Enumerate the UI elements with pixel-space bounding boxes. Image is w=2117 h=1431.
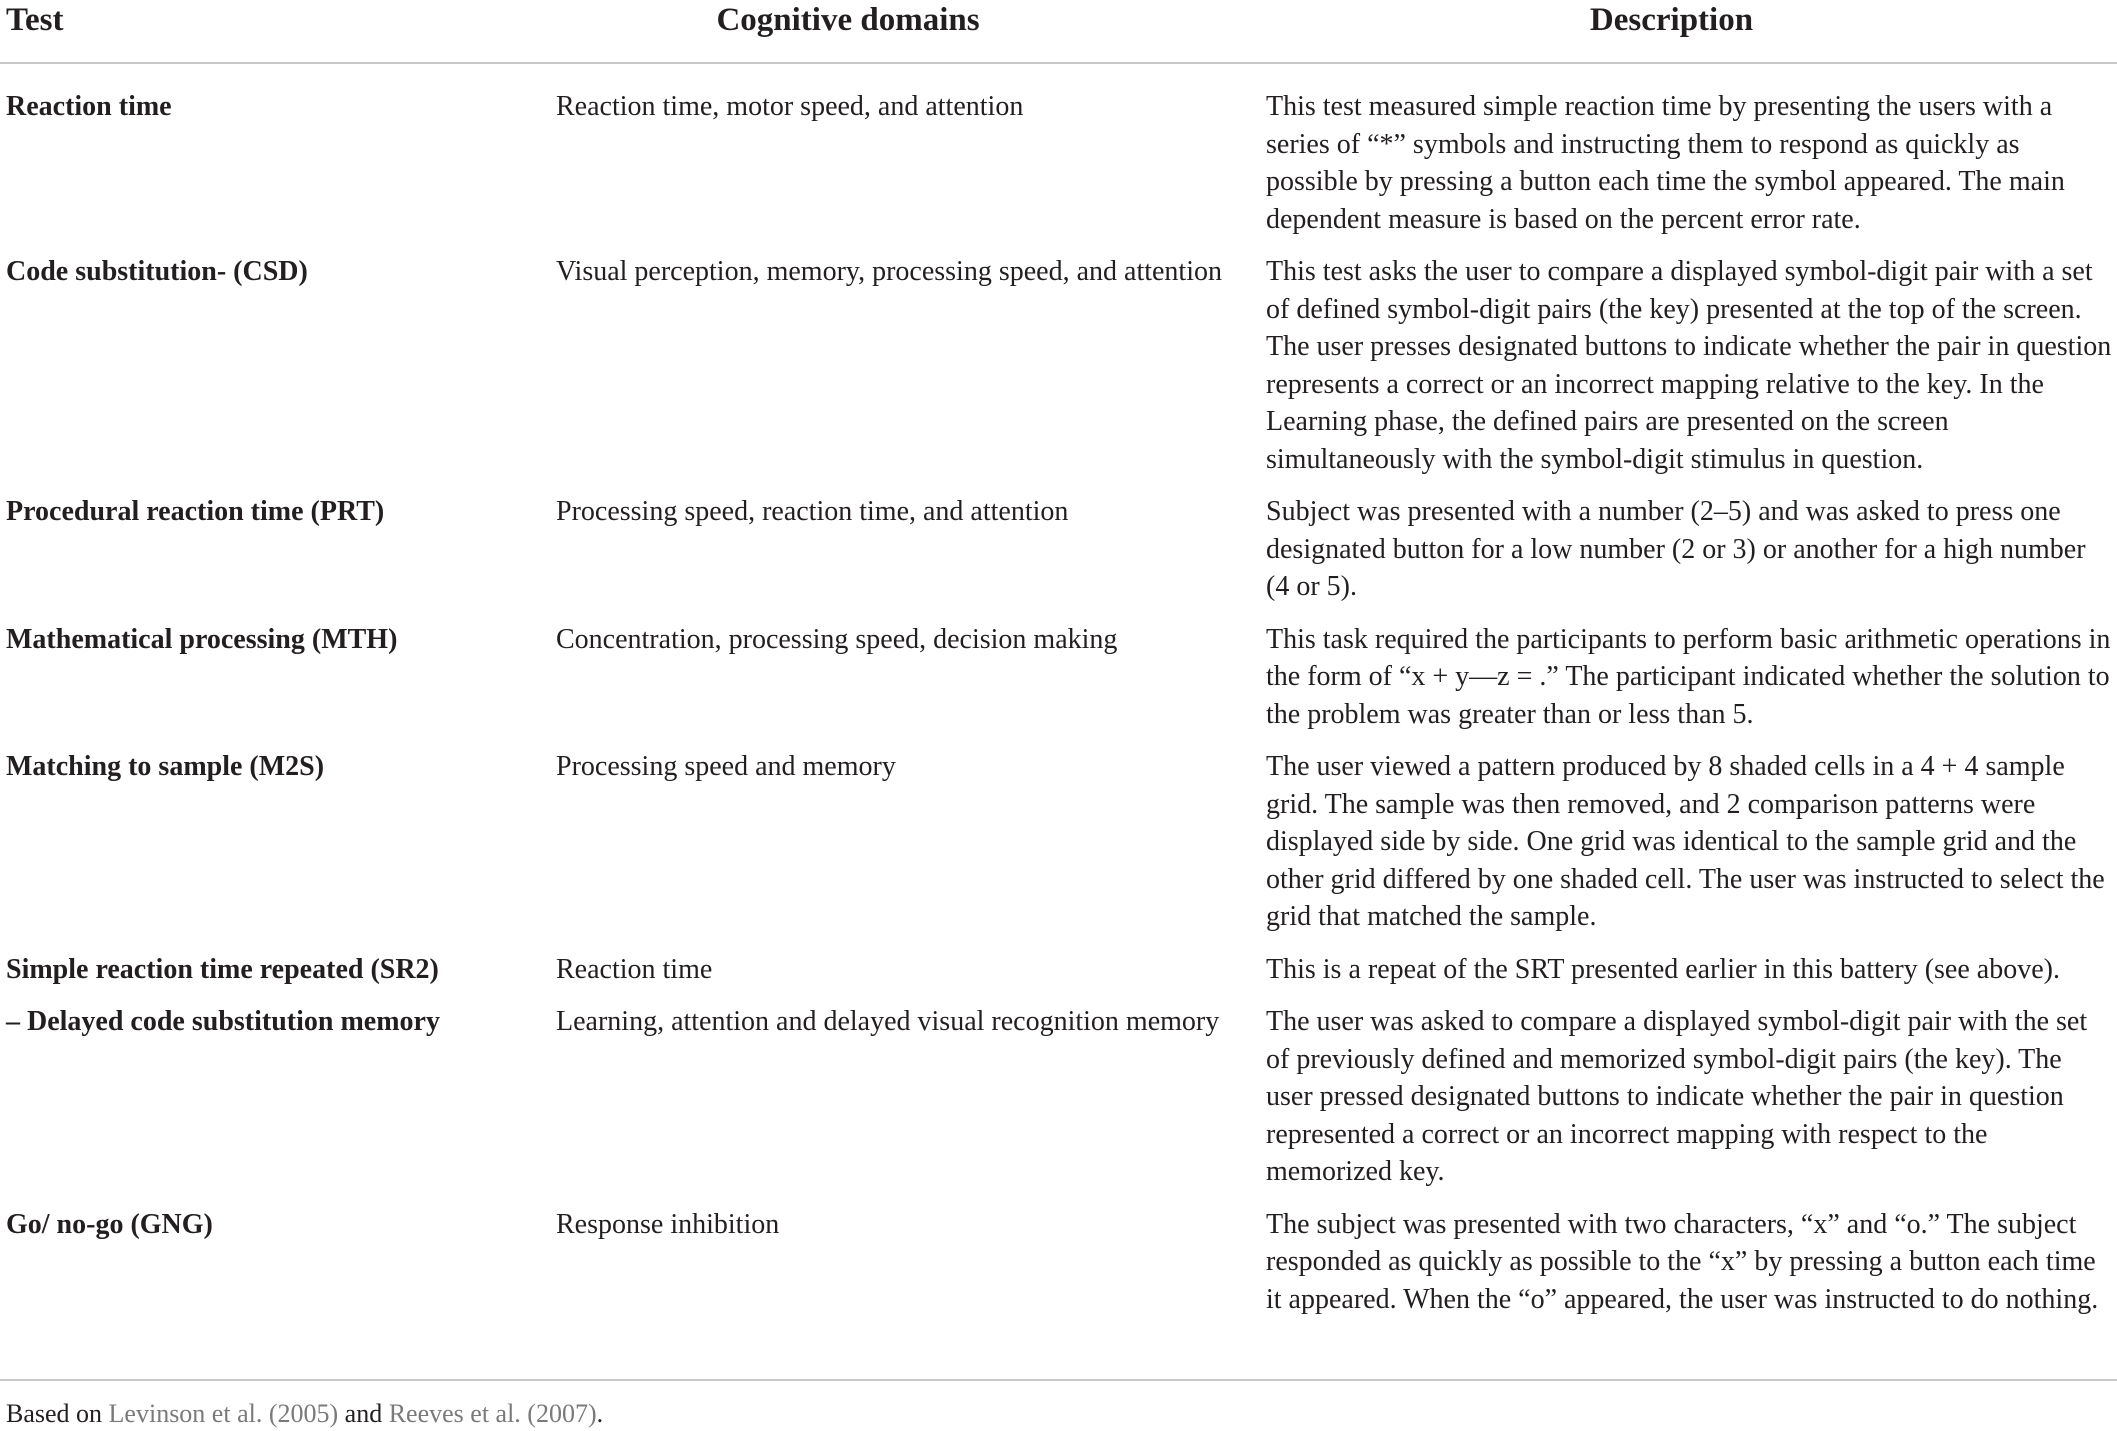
cognitive-domains: Processing speed and memory	[556, 751, 896, 782]
table-row	[0, 253, 2117, 493]
cognitive-domains: Processing speed, reaction time, and attention	[556, 496, 1069, 527]
header-test: Test	[0, 0, 556, 63]
table-header-row	[0, 0, 2117, 63]
cognitive-domains: Reaction time, motor speed, and attention	[556, 91, 1024, 122]
test-description: This is a repeat of the SRT presented earlier in this battery (see above).	[1266, 953, 2060, 985]
test-description: This test measured simple reaction time by presenting the users with a series of “*” symbols and instructing them to respond as quickly as possible by pressing a button each time the symbol appeared. The main dependent measure is based on the percent error rate.	[1266, 91, 2065, 235]
table-footnote	[0, 1379, 2117, 1431]
cognitive-domains: Response inhibition	[556, 1208, 780, 1240]
table-row	[0, 1206, 2117, 1337]
cognitive-domains: Concentration, processing speed, decision making	[556, 623, 1118, 655]
footnote-middle: and	[338, 1399, 389, 1428]
test-name: – Delayed code substitution memory	[6, 1006, 440, 1037]
cognitive-domains: Reaction time	[556, 953, 713, 985]
reference-link-levinson[interactable]: Levinson et al. (2005)	[108, 1399, 339, 1428]
header-cognitive-domains: Cognitive domains	[556, 0, 1266, 63]
test-name: Mathematical processing (MTH)	[6, 623, 398, 655]
table-row	[0, 951, 2117, 1004]
table-row	[0, 621, 2117, 749]
cognitive-domains: Learning, attention and delayed visual recognition memory	[556, 1006, 1220, 1037]
test-description: The subject was presented with two characters, “x” and “o.” The subject responded as quickly as possible to the “x” by pressing a button each time it appeared. When the “o” appeared, the user was instructed to do nothing.	[1266, 1208, 2099, 1315]
reference-link-reeves[interactable]: Reeves et al. (2007)	[388, 1399, 597, 1428]
test-description: This test asks the user to compare a displayed symbol-digit pair with a set of defined symbol-digit pairs (the key) presented at the top of the screen. The user presses designated buttons to indicate whether the pair in question represents a correct or an incorrect mapping relative to the key. In the Learning phase, the defined pairs are presented on the screen simultaneously with the symbol-digit stimulus in question.	[1266, 256, 2112, 475]
table-row	[0, 493, 2117, 621]
test-name: Go/ no-go (GNG)	[6, 1208, 213, 1240]
test-description: Subject was presented with a number (2–5) and was asked to press one designated button for a low number (2 or 3) or another for a high number (4 or 5).	[1266, 496, 2086, 602]
test-name: Matching to sample (M2S)	[6, 751, 325, 782]
test-description: The user was asked to compare a displayed symbol-digit pair with the set of previously defined and memorized symbol-digit pairs (the key). The user pressed designated buttons to indicate whether the pair in question represented a correct or an incorrect mapping with respect to the memorized key.	[1266, 1006, 2088, 1187]
header-description: Description	[1266, 0, 2117, 63]
test-name: Code substitution- (CSD)	[6, 256, 308, 287]
test-name: Simple reaction time repeated (SR2)	[6, 953, 439, 985]
footnote-prefix: Based on	[6, 1399, 109, 1428]
test-name: Reaction time	[6, 91, 172, 122]
test-description: The user viewed a pattern produced by 8 shaded cells in a 4 + 4 sample grid. The sample was then removed, and 2 comparison patterns were displayed side by side. One grid was identical to the sample grid and the other grid differed by one shaded cell. The user was instructed to select the grid that matched the sample.	[1266, 751, 2105, 932]
footnote-suffix: .	[596, 1399, 604, 1428]
test-name: Procedural reaction time (PRT)	[6, 496, 385, 527]
table-row	[0, 1003, 2117, 1206]
test-description: This task required the participants to perform basic arithmetic operations in the form of “x + y—z = .” The participant indicated whether the solution to the problem was greater than or less than 5.	[1266, 623, 2111, 730]
table-row	[0, 748, 2117, 951]
cognitive-domains: Visual perception, memory, processing speed, and attention	[556, 256, 1222, 287]
table-row	[0, 63, 2117, 253]
